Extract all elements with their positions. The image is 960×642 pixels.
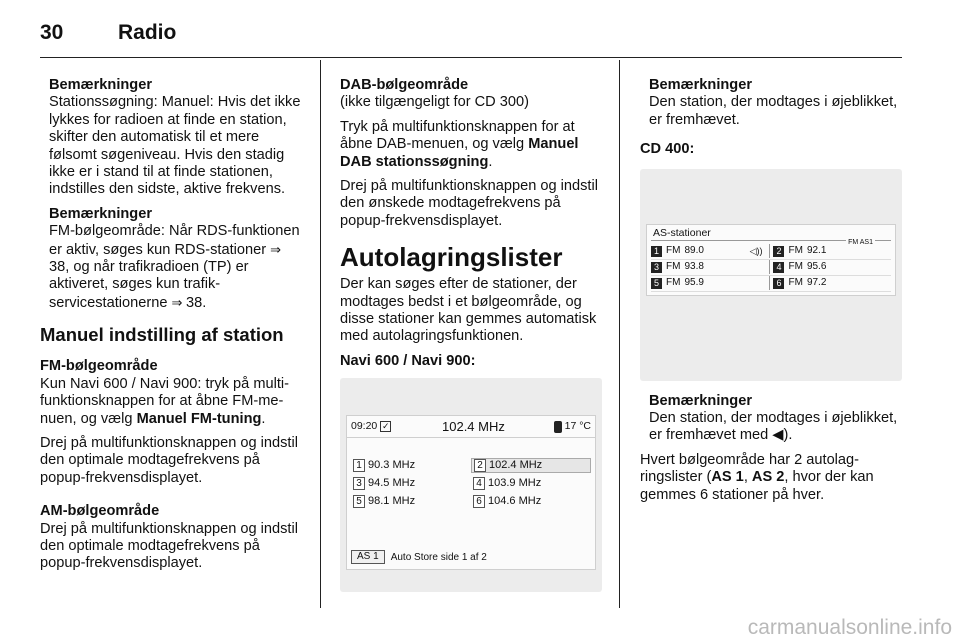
note-block-1 <box>40 77 302 199</box>
preset-number: 1 <box>353 459 365 472</box>
navi-screenshot <box>340 378 602 592</box>
preset-number: 2 <box>773 246 784 257</box>
note-text-part: . <box>788 427 793 444</box>
speaker-icon: ◁)) <box>749 246 763 257</box>
column-3 <box>640 77 902 511</box>
station-preset-5[interactable] <box>351 495 471 508</box>
preset-frequency: 103.9 MHz <box>488 476 542 489</box>
clock: 09:20 <box>351 420 378 433</box>
preset-number: 6 <box>773 278 784 289</box>
cd-preset-3[interactable] <box>651 261 769 273</box>
preset-number: 2 <box>474 459 486 472</box>
band: FM <box>666 277 681 289</box>
check-icon: ✓ <box>382 421 390 432</box>
band: FM <box>666 245 681 257</box>
note-text-part: , og når trafikradioen (TP) er aktiveret, søges kun trafikservicestationerne <box>49 259 249 311</box>
preset-number: 6 <box>473 495 485 508</box>
page-ref-icon: ⇒ <box>270 241 282 257</box>
preset-number: 3 <box>651 262 662 273</box>
frequency: 95.9 <box>684 277 704 289</box>
divider <box>769 244 770 258</box>
auto-store-label: Auto Store side 1 af 2 <box>390 551 487 563</box>
divider <box>769 260 770 274</box>
band: FM <box>788 245 803 257</box>
station-row <box>351 492 591 510</box>
figure-caption: Navi 600 / Navi 900: <box>340 352 476 369</box>
text-part: , <box>743 469 752 486</box>
current-frequency: 102.4 MHz <box>442 419 505 435</box>
column-separator-2 <box>619 60 620 608</box>
watermark: carmanualsonline.info <box>747 616 952 639</box>
auto-text: Der kan søges efter de stationer, der modtages bedst i et bølgeområde, og disse stationer kan gemmes automatisk med autolagringsfunktionen. <box>340 276 597 345</box>
note-heading: Bemærkninger <box>649 392 752 409</box>
frequency: 93.8 <box>684 261 704 273</box>
note-heading: Bemærkninger <box>49 205 152 222</box>
dab-text <box>340 119 602 171</box>
note-heading: Bemærkninger <box>649 77 752 93</box>
subheading-fm: FM-bølgeområde <box>40 358 158 375</box>
station-grid <box>351 456 591 510</box>
preset-frequency: 102.4 MHz <box>488 458 543 471</box>
station-preset-4[interactable] <box>471 477 591 490</box>
preset-number: 4 <box>773 262 784 273</box>
text-part: . <box>488 153 493 170</box>
note-block-2 <box>40 206 302 312</box>
band: FM <box>788 261 803 273</box>
menu-item-ref: Manuel FM-tuning <box>136 410 262 427</box>
section-heading: Manuel indstilling af station <box>40 324 284 346</box>
station-preset-6[interactable] <box>471 495 591 508</box>
fm-text <box>40 376 302 428</box>
page-number: 30 <box>40 21 64 44</box>
cd-preset-6[interactable] <box>773 277 891 289</box>
subheading-am: AM-bølgeområde <box>40 503 160 520</box>
band: FM <box>788 277 803 289</box>
preset-frequency: 104.6 MHz <box>488 494 542 507</box>
am-text: Drej på multifunktionsknappen og indstil den optimale modtagefrekvens på popup-frekvensdisplayet. <box>40 520 298 572</box>
cd-preset-5[interactable] <box>651 277 769 289</box>
note-text: FM-bølgeområde: Når RDS-funktionen er aktiv, søges kun RDS-stationer ⇒ 38, og når trafikradioen (TP) er aktiveret, søges kun trafikservicestationerne ⇒ 38. <box>49 223 300 311</box>
divider <box>769 276 770 290</box>
page-ref[interactable]: 38 <box>186 294 203 311</box>
as-button[interactable]: AS 1 <box>351 550 385 564</box>
station-preset-2[interactable] <box>471 458 591 473</box>
subheading-dab: DAB-bølgeområde <box>340 77 469 93</box>
as2-ref: AS 2 <box>751 469 785 486</box>
cd400-screenshot <box>640 169 902 381</box>
as1-ref: AS 1 <box>711 469 744 486</box>
station-row <box>351 456 591 474</box>
page-ref-icon: ⇒ <box>171 294 187 310</box>
note-heading: Bemærkninger <box>49 77 152 93</box>
note-text-part: FM-bølgeområde: Når RDS-funktionen er aktiv, søges kun RDS-stationer <box>49 223 300 258</box>
fm-text-2: Drej på multifunktionsknappen og indstil den optimale modtagefrekvens på popup-frekvensdisplayet. <box>40 434 298 486</box>
note-text: Stationssøgning: Manuel: Hvis det ikke lykkes for radioen at finde en station, skifter den automatisk til et mere følsomt søgeniveau. Hvis den stadig ikke er i stand til at finde stationen, indstilles den sidste, aktive frekvens. <box>49 94 301 198</box>
preset-number: 5 <box>651 278 662 289</box>
frequency: 95.6 <box>806 261 827 273</box>
text-part: . <box>261 410 266 427</box>
note-block-4 <box>640 393 902 445</box>
cd-preset-1[interactable] <box>651 245 769 257</box>
note-text: Den station, der modtages i øjeblikket, er fremhævet. <box>649 94 898 128</box>
note-text-part: Den station, der modtages i øjeblikket, er fremhævet med <box>649 410 898 444</box>
thermometer-icon <box>554 421 562 433</box>
cd-preset-4[interactable] <box>773 261 891 273</box>
cd-band-tag: FM AS1 <box>846 237 875 249</box>
header-rule <box>40 57 902 58</box>
menu-item-ref: Manuel DAB stationssøgning <box>340 136 579 170</box>
cd400-display <box>646 224 896 296</box>
station-preset-3[interactable] <box>351 477 471 490</box>
preset-number: 3 <box>353 477 365 490</box>
cd-station-list <box>651 244 891 292</box>
frequency: 97.2 <box>806 277 827 289</box>
dab-text-2: Drej på multifunktionsknappen og indstil den ønskede modtagefrekvens på popup-frekvensdisplayet. <box>340 178 598 229</box>
page-ref[interactable]: 38 <box>49 259 66 276</box>
auto-store-text <box>640 452 902 504</box>
text-part: Hvert bølgeområde har 2 autolagringslister ( <box>640 451 860 486</box>
speaker-icon: ◀) <box>772 427 789 444</box>
section-heading: Autolagringslister <box>340 242 563 273</box>
preset-frequency: 98.1 MHz <box>368 494 416 507</box>
cd-station-row <box>651 244 891 260</box>
station-row <box>351 474 591 492</box>
section-title: Radio <box>118 21 177 44</box>
temperature-value: 17 °C <box>564 420 591 433</box>
temperature <box>554 420 591 433</box>
column-2 <box>340 77 602 592</box>
dab-note: (ikke tilgængeligt for CD 300) <box>340 94 529 111</box>
navi-bottom-bar <box>351 549 487 565</box>
text-part: Kun Navi 600 / Navi 900: tryk på multifunktionsknappen for at åbne FM-menuen, og vælg <box>40 375 290 427</box>
cd-list-title: AS-stationer <box>653 226 711 239</box>
cd-preset-2[interactable] <box>773 245 891 257</box>
preset-number: 1 <box>651 246 662 257</box>
text-part: Tryk på multifunktionsknappen for at åbne DAB-menuen, og vælg <box>340 118 575 153</box>
figure-caption: CD 400: <box>640 141 695 158</box>
band: FM <box>666 261 681 273</box>
page-header <box>40 18 176 48</box>
frequency: 89.0 <box>684 245 704 257</box>
note-text <box>649 410 902 445</box>
column-1 <box>40 77 302 580</box>
frequency: 92.1 <box>806 245 827 257</box>
note-block-3 <box>640 77 902 129</box>
preset-number: 5 <box>353 495 365 508</box>
preset-frequency: 94.5 MHz <box>368 476 416 489</box>
cd-station-row <box>651 276 891 292</box>
station-preset-1[interactable] <box>351 459 471 472</box>
preset-number: 4 <box>473 477 485 490</box>
column-separator-1 <box>320 60 321 608</box>
navi-display <box>346 415 596 570</box>
text-part: , hvor der kan gemmes 6 stationer på hver. <box>640 469 874 503</box>
cd-station-row <box>651 260 891 276</box>
navi-status-bar <box>347 416 595 438</box>
preset-frequency: 90.3 MHz <box>368 458 416 471</box>
